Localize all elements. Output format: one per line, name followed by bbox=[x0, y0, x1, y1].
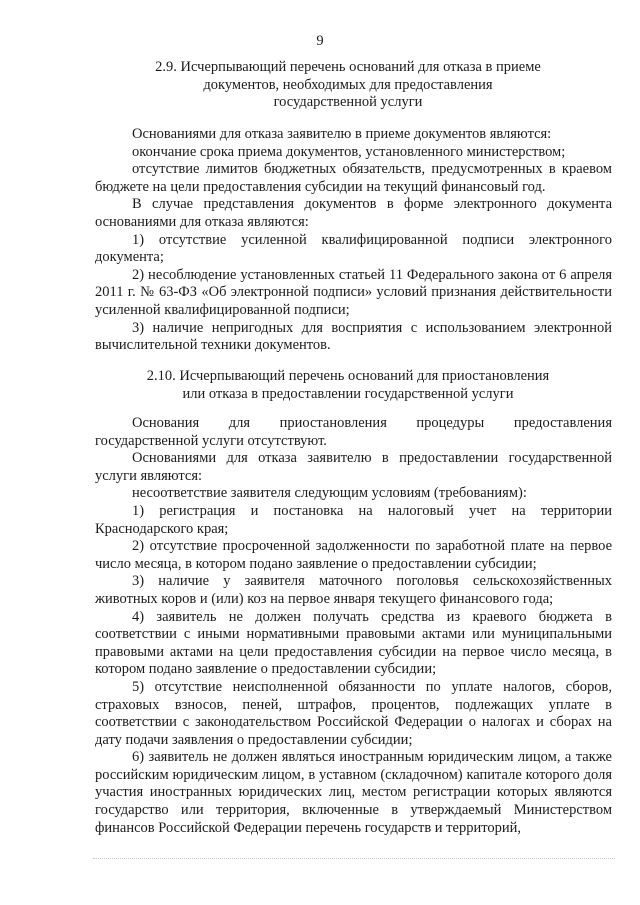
heading-line: 2.10. Исчерпывающий перечень оснований для приостановления bbox=[146, 368, 550, 384]
page-number: 9 bbox=[316, 33, 324, 49]
heading-line: документов, необходимых для предоставления bbox=[203, 76, 493, 93]
paragraph: несоответствие заявителя следующим условиям (требованиям): bbox=[132, 485, 527, 502]
section-heading-2-9 bbox=[118, 59, 578, 112]
list-item: 3) наличие непригодных для восприятия с использованием электронной вычислительной техники документов. bbox=[95, 319, 612, 354]
list-item: 2) несоблюдение установленных статьей 11 Федерального закона от 6 апреля 2011 г. № 63-ФЗ «Об электронной подписи» условий признания действительности усиленной квалифицированной подписи; bbox=[95, 266, 612, 318]
heading-line: государственной услуги bbox=[273, 94, 423, 111]
section-body-2-10 bbox=[95, 415, 612, 837]
list-item: 2) отсутствие просроченной задолженности по заработной плате на первое число месяца, в котором подано заявление о предоставлении субсидии; bbox=[95, 538, 612, 572]
list-item: 1) регистрация и постановка на налоговый учет на территории Краснодарского края; bbox=[95, 502, 612, 537]
paragraph: отсутствие лимитов бюджетных обязательств, предусмотренных в краевом бюджете на цели предоставления субсидии на текущий финансовый год. bbox=[95, 161, 612, 195]
paragraph: Основания для приостановления процедуры предоставления государственной услуги отсутствуют. bbox=[95, 415, 612, 449]
paragraph: Основаниями для отказа заявителю в предоставлении государственной услуги являются: bbox=[95, 450, 612, 484]
list-item: 4) заявитель не должен получать средства из краевого бюджета в соответствии с иными нормативными правовыми актами или муниципальными правовыми актами на цели предоставления субсидии на первое число месяца, в котором подано заявление о предоставлении субсидии; bbox=[95, 608, 612, 678]
heading-line: или отказа в предоставлении государственной услуги bbox=[182, 385, 514, 402]
paragraph: Основаниями для отказа заявителю в приеме документов являются: bbox=[132, 126, 552, 142]
section-body-2-9 bbox=[95, 126, 612, 355]
heading-line: 2.9. Исчерпывающий перечень оснований для отказа в приеме bbox=[155, 59, 541, 75]
paragraph: В случае представления документов в форме электронного документа основаниями для отказа являются: bbox=[95, 196, 612, 230]
list-item: 1) отсутствие усиленной квалифицированной подписи электронного документа; bbox=[95, 231, 612, 266]
section-heading-2-10 bbox=[118, 368, 578, 403]
scan-artifact-dotted-line bbox=[93, 858, 615, 859]
list-item: 6) заявитель не должен являться иностранным юридическим лицом, а также российским юридическим лицом, в уставном (складочном) капитале которого доля участия иностранных юридических лиц, местом регистрации которых являются государство или территория, включенные в утверждаемый Министерством финансов Российской Федерации перечень государств и территорий, bbox=[95, 749, 612, 836]
paragraph: окончание срока приема документов, установленного министерством; bbox=[132, 143, 566, 160]
list-item: 3) наличие у заявителя маточного поголовья сельскохозяйственных животных коров и (или) коз на первое января текущего финансового года; bbox=[95, 573, 612, 607]
list-item: 5) отсутствие неисполненной обязанности по уплате налогов, сборов, страховых взносов, пеней, штрафов, процентов, подлежащих уплате в соответствии с законодательством Российской Федерации о налогах и сборах на дату подачи заявления о предоставлении субсидии; bbox=[95, 678, 612, 748]
